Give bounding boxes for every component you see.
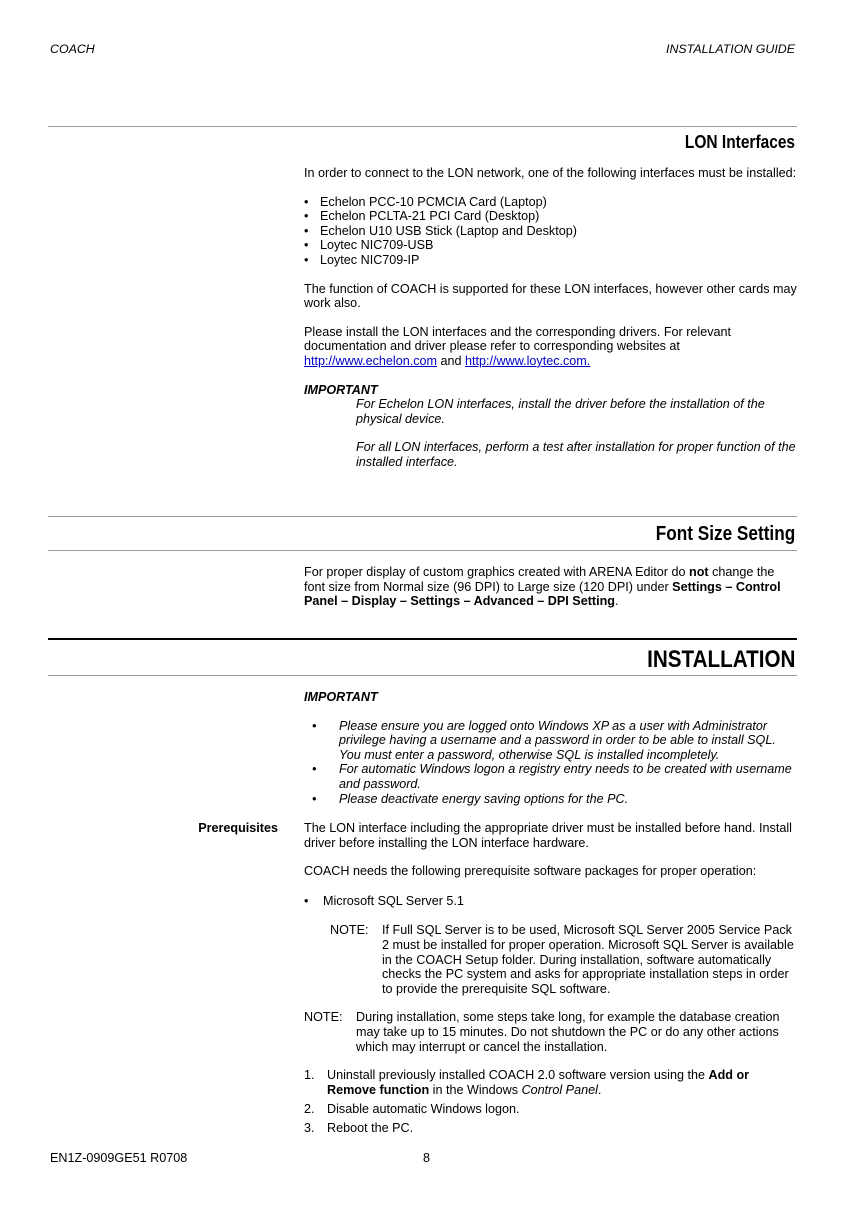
font-size-text: For proper display of custom graphics created with ARENA Editor do not change the font size from Normal size (96 DPI) to Large size (120 DPI) under Settings – Control Panel – Display – Settings – Advanced – DPI Setting.: [304, 565, 781, 609]
note-text: If Full SQL Server is to be used, Microsoft SQL Server 2005 Service Pack 2 must be installed for proper operation. Microsoft SQL Server is available in the COACH Setup folder. During installation, software automatically checks the PC system and asks for appropriate installation steps in order to provide the prerequisite SQL software.: [382, 923, 794, 996]
echelon-link[interactable]: http://www.echelon.com: [304, 353, 437, 368]
installation-steps: [304, 1068, 798, 1135]
section-rule: [48, 516, 797, 517]
lon-intro: In order to connect to the LON network, one of the following interfaces must be installed:: [304, 166, 797, 180]
installation-chapter-title: INSTALLATION: [646, 646, 795, 673]
list-item: • Microsoft SQL Server 5.1: [304, 894, 798, 909]
loytec-link[interactable]: http://www.loytec.com.: [465, 353, 591, 368]
duration-note: [304, 1010, 798, 1054]
font-section-title: Font Size Setting: [655, 523, 795, 545]
chapter-rule: [48, 638, 797, 640]
list-item: • Please ensure you are logged onto Windows XP as a user with Administrator privilege having a username and a password in order to be able to install SQL. You must enter a password, otherwise SQL is installed incompletely.: [304, 719, 798, 763]
prereq-lon-text: The LON interface including the appropriate driver must be installed before hand. Install driver before installing the LON interface hardware.: [304, 821, 792, 850]
list-item: • Echelon U10 USB Stick (Laptop and Desktop): [304, 224, 798, 239]
prerequisites-body: [304, 821, 798, 1140]
list-item: • Echelon PCLTA-21 PCI Card (Desktop): [304, 209, 798, 224]
header-guide-title: INSTALLATION GUIDE: [666, 42, 795, 56]
prerequisites-label: Prerequisites: [198, 821, 278, 835]
list-item: • Please deactivate energy saving options for the PC.: [304, 792, 798, 807]
lon-important-label: IMPORTANT: [304, 382, 378, 397]
lon-support-text: The function of COACH is supported for these LON interfaces, however other cards may work also.: [304, 281, 797, 311]
prereq-software-list: [304, 894, 798, 909]
list-item: 1. Uninstall previously installed COACH 2.0 software version using the Add or Remove function in the Windows Control Panel.: [304, 1068, 750, 1097]
list-item: • For automatic Windows logon a registry entry needs to be created with username and password.: [304, 762, 798, 791]
lon-section-body: [304, 166, 798, 470]
installation-important-block: [304, 690, 798, 806]
note-label: NOTE:: [304, 1010, 343, 1025]
note-text: During installation, some steps take long, for example the database creation may take up to 15 minutes. Do not shutdown the PC or do any other actions which may interrupt or cancel the installation.: [356, 1010, 780, 1054]
section-rule: [48, 126, 797, 127]
lon-section-title: LON Interfaces: [684, 132, 795, 152]
sql-note: [330, 923, 798, 996]
section-rule: [48, 550, 797, 551]
lon-important-note-1: For Echelon LON interfaces, install the driver before the installation of the physical device.: [356, 397, 765, 426]
footer-doc-number: EN1Z-0909GE51 R0708: [50, 1151, 188, 1165]
list-item: • Loytec NIC709-IP: [304, 253, 798, 268]
installation-important-list: [304, 719, 798, 807]
header-product: COACH: [50, 42, 95, 56]
lon-important-note-2: For all LON interfaces, perform a test after installation for proper function of the installed interface.: [356, 440, 796, 469]
installation-important-label: IMPORTANT: [304, 690, 378, 704]
prereq-software-text: COACH needs the following prerequisite software packages for proper operation:: [304, 864, 757, 879]
list-item: 2. Disable automatic Windows logon.: [304, 1101, 520, 1116]
font-section-body: [304, 565, 798, 609]
list-item: • Echelon PCC-10 PCMCIA Card (Laptop): [304, 195, 798, 210]
note-label: NOTE:: [330, 923, 369, 938]
footer-page-number: 8: [423, 1151, 431, 1165]
lon-install-text: Please install the LON interfaces and the corresponding drivers. For relevant documentation and driver please refer to corresponding websites at http://www.echelon.com and http://www.loytec.com.: [304, 324, 732, 368]
list-item: • Loytec NIC709-USB: [304, 238, 798, 253]
section-rule: [48, 675, 797, 676]
list-item: 3. Reboot the PC.: [304, 1120, 414, 1135]
lon-interface-list: [304, 195, 798, 268]
